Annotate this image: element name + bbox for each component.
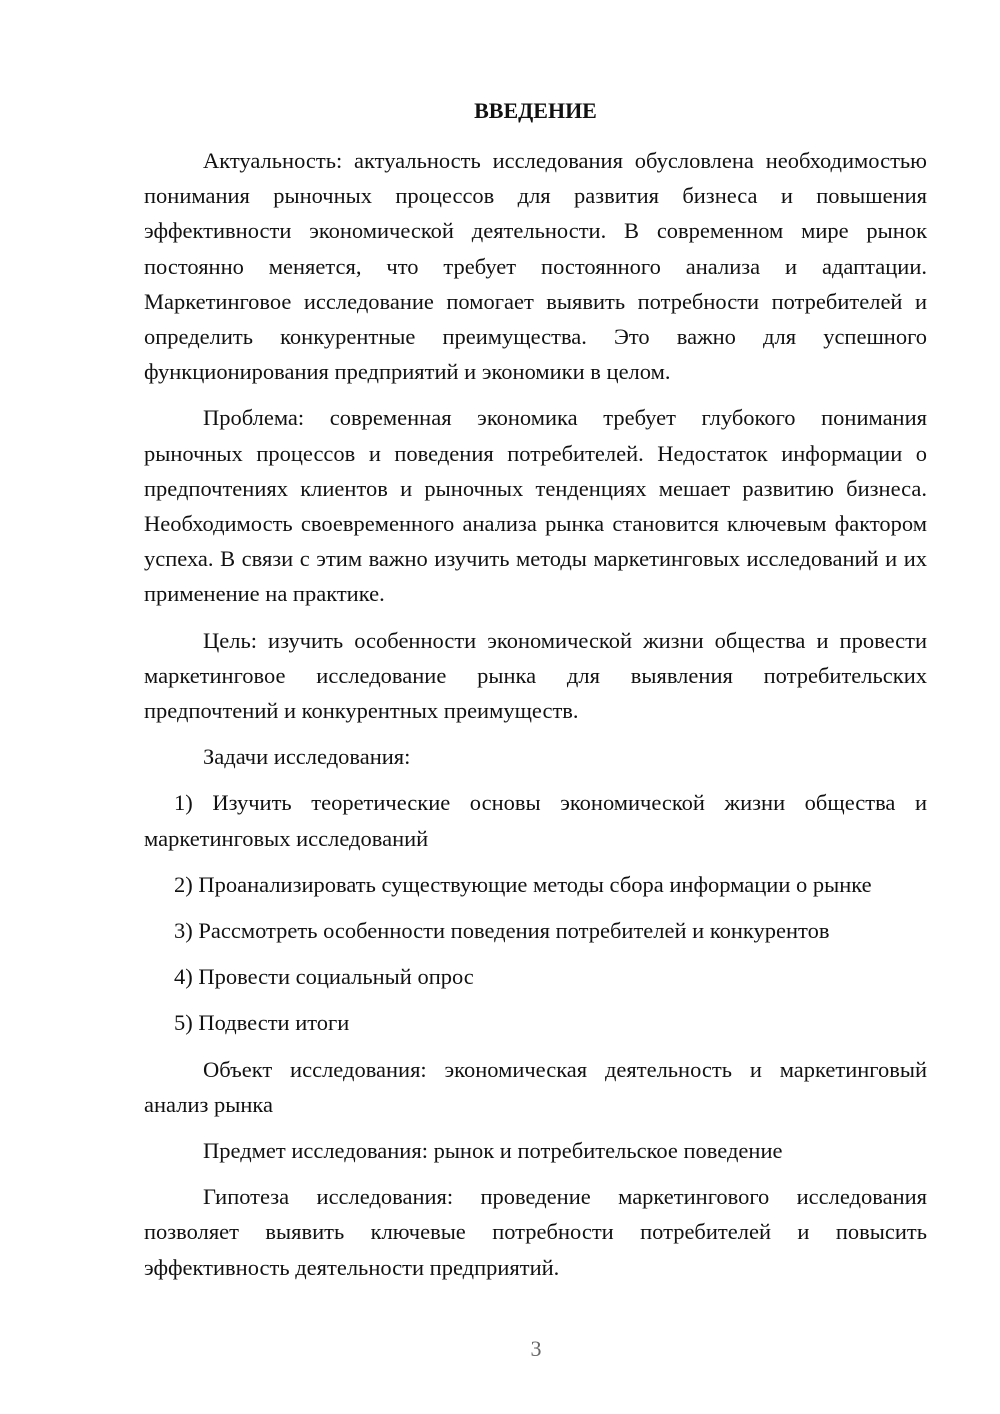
paragraph-problem: Проблема: современная экономика требует глубокого понимания рыночных процессов и поведения потребителей. Недостаток информации о предпочтениях клиентов и рыночных тенденциях мешает развитию бизнеса. Необходимость своевременного анализа рынка становится ключевым фактором успеха. В связи с этим важно изучить методы маркетинговых исследований и их применение на практике. [144, 405, 927, 607]
document-body [144, 143, 927, 1296]
paragraph-object: Объект исследования: экономическая деятельность и маркетинговый анализ рынка [144, 1056, 927, 1117]
section-title: ВВЕДЕНИЕ [474, 98, 597, 123]
task-item-2: 2) Проанализировать существующие методы сбора информации о рынке [174, 871, 872, 897]
paragraph-relevance: Актуальность: актуальность исследования обусловлена необходимостью понимания рыночных процессов для развития бизнеса и повышения эффективности экономической деятельности. В современном мире рынок постоянно меняется, что требует постоянного анализа и адаптации. Маркетинговое исследование помогает выявить потребности потребителей и определить конкурентные преимущества. Это важно для успешного функционирования предприятий и экономики в целом. [144, 148, 927, 385]
paragraph-goal: Цель: изучить особенности экономической жизни общества и провести маркетинговое исследование рынка для выявления потребительских предпочтений и конкурентных преимуществ. [144, 627, 927, 724]
page-number: 3 [530, 1336, 542, 1361]
task-item-1: 1) Изучить теоретические основы экономической жизни общества и маркетинговых исследований [144, 790, 927, 851]
task-item-5: 5) Подвести итоги [174, 1010, 350, 1036]
paragraph-hypothesis: Гипотеза исследования: проведение маркетингового исследования позволяет выявить ключевые потребности потребителей и повысить эффективность деятельности предприятий. [144, 1184, 927, 1280]
paragraph-subject: Предмет исследования: рынок и потребительское поведение [203, 1138, 783, 1164]
task-item-3: 3) Рассмотреть особенности поведения потребителей и конкурентов [174, 918, 830, 944]
tasks-heading: Задачи исследования: [203, 744, 411, 770]
task-item-4: 4) Провести социальный опрос [174, 964, 474, 990]
